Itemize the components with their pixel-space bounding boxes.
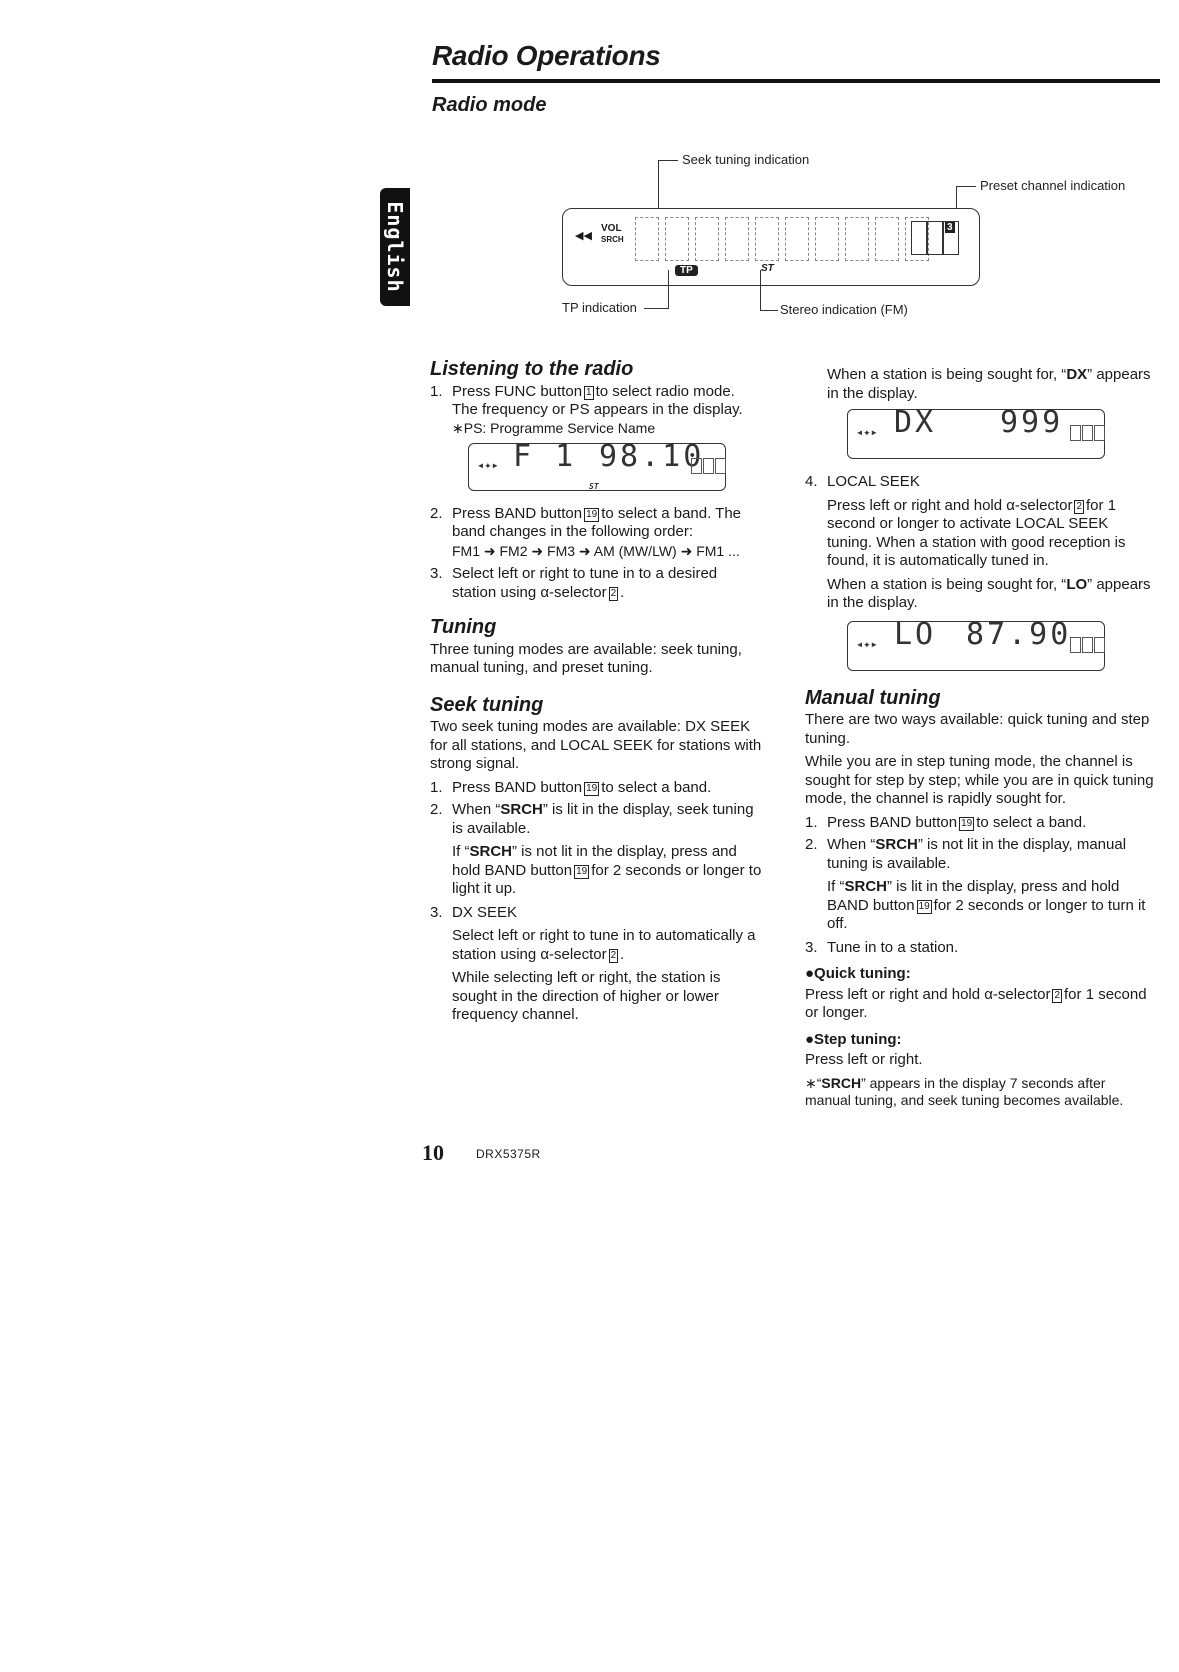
list-item: 1. Press FUNC button 1 to select radio mode. The frequency or PS appears in the display. <box>430 382 743 418</box>
srch-footnote: ∗“SRCH” appears in the display 7 seconds after manual tuning, and seek tuning becomes available. <box>805 1074 1124 1108</box>
tp-leader <box>644 308 668 309</box>
right-column <box>805 366 1155 1114</box>
vol-label: VOL <box>601 223 622 234</box>
dx-seek-direction: While selecting left or right, the station is sought in the direction of higher or lower frequency channel. <box>452 969 721 1023</box>
list-item: 3. Select left or right to tune in to a desired station using α-selector 2 . <box>430 565 718 601</box>
list-item: 4. LOCAL SEEK <box>805 473 920 490</box>
language-tab-label: English <box>383 201 407 293</box>
preset-leader <box>956 186 976 187</box>
step-tuning-heading: ●Step tuning: <box>805 1030 902 1048</box>
button-number-badge: 2 <box>1076 500 1083 512</box>
step-tuning-text: Press left or right. <box>805 1051 923 1068</box>
lo-appears-text: When a station is being sought for, “LO” appears in the display. <box>827 575 1151 611</box>
lcd-band-text: F 1 <box>513 438 577 474</box>
button-number-badge: 19 <box>586 508 598 520</box>
seek-arrows-icon: ◀◀ <box>575 230 592 242</box>
srch-label: SRCH <box>601 235 624 244</box>
display-diagram <box>560 140 1160 320</box>
segment-grid <box>635 217 929 261</box>
section-subtitle: Radio mode <box>432 94 547 116</box>
seek-leader <box>658 160 678 161</box>
tp-badge: TP <box>675 265 698 276</box>
button-number-badge: 19 <box>961 817 973 829</box>
lcd-lo <box>847 616 1105 671</box>
lcd-seek-icon: ◂✦▸ <box>477 457 499 472</box>
list-item: 1. Press BAND button 19 to select a band. <box>805 813 1087 831</box>
page-title: Radio Operations <box>432 40 661 71</box>
seek-srch-note: If “SRCH” is not lit in the display, press and hold BAND button 19 for 2 seconds or longer to light it up. <box>452 843 762 897</box>
preset-grid-icon <box>691 458 727 474</box>
preset-digit: 3 <box>947 222 953 233</box>
left-column <box>430 360 764 1030</box>
lcd-band-text: LO <box>894 616 937 652</box>
listening-heading: Listening to the radio <box>430 358 634 380</box>
seek-label: Seek tuning indication <box>682 152 810 167</box>
seek-heading: Seek tuning <box>430 693 544 716</box>
language-tab <box>380 188 410 306</box>
quick-tuning-heading: ●Quick tuning: <box>805 965 911 982</box>
lcd-fm1 <box>468 438 726 491</box>
lcd-frequency-text: 999 <box>1000 405 1064 440</box>
dx-appears-text: When a station is being sought for, “DX” appears in the display. <box>827 366 1151 402</box>
preset-channel-box <box>911 221 959 255</box>
dx-seek-text: Select left or right to tune in to automatically a station using α-selector 2 . <box>452 927 756 963</box>
button-number-badge: 1 <box>586 386 592 398</box>
list-item: 1. Press BAND button 19 to select a band. <box>430 778 712 796</box>
list-item: 3. Tune in to a station. <box>805 938 959 956</box>
tuning-text: Three tuning modes are available: seek tuning, manual tuning, and preset tuning. <box>430 640 742 676</box>
ps-note: ∗PS: Programme Service Name <box>452 419 656 436</box>
full-display <box>562 208 980 286</box>
button-number-badge: 2 <box>610 949 617 961</box>
manual-text-1: There are two ways available: quick tuning and step tuning. <box>805 711 1150 747</box>
list-item: 2. When “SRCH” is not lit in the display, manual tuning is available. <box>805 836 1127 872</box>
lcd-seek-icon: ◂✦▸ <box>856 636 878 651</box>
lcd-st-badge: ST <box>589 481 599 491</box>
stereo-leader <box>760 310 778 311</box>
list-item: 2. When “SRCH” is lit in the display, seek tuning is available. <box>430 801 754 837</box>
list-item: 2. Press BAND button 19 to select a band. The band changes in the following order: <box>430 504 742 540</box>
preset-label: Preset channel indication <box>980 178 1126 193</box>
page-number: 10 <box>422 1140 444 1165</box>
stereo-label: Stereo indication (FM) <box>780 302 908 317</box>
tp-label: TP indication <box>562 300 637 315</box>
manual-text-2: While you are in step tuning mode, the channel is sought for step by step; while you are in quick tuning mode, the channel is rapidly sought for. <box>805 753 1154 807</box>
stereo-leader-v <box>760 270 761 311</box>
button-number-badge: 19 <box>586 782 598 794</box>
lcd-frequency-text: 98.10 <box>599 438 705 474</box>
list-item: 3. DX SEEK <box>430 903 518 921</box>
band-order: FM1 ➜ FM2 ➜ FM3 ➜ AM (MW/LW) ➜ FM1 ... <box>452 542 740 559</box>
manual-srch-note: If “SRCH” is lit in the display, press and hold BAND button 19 for 2 seconds or longer to turn it off. <box>827 878 1146 932</box>
tp-leader-v <box>668 270 669 309</box>
quick-tuning-text: Press left or right and hold α-selector 2 for 1 second or longer. <box>805 985 1147 1021</box>
button-number-badge: 2 <box>610 587 617 599</box>
seek-text: Two seek tuning modes are available: DX SEEK for all stations, and LOCAL SEEK for stations with strong signal. <box>430 718 762 772</box>
st-badge: ST <box>761 263 774 274</box>
preset-grid-icon <box>1070 425 1106 441</box>
lcd-frequency-text: 87.90 <box>966 616 1072 652</box>
lcd-band-text: DX <box>894 405 937 440</box>
lcd-seek-icon: ◂✦▸ <box>856 425 878 439</box>
local-seek-text: Press left or right and hold α-selector 2 for 1 second or longer to activate LOCAL SEEK tuning. When a station with good reception is found, it is automatically tuned in. <box>827 496 1126 569</box>
model-number: DRX5375R <box>476 1147 541 1161</box>
button-number-badge: 19 <box>918 900 930 912</box>
lcd-dx <box>847 405 1105 459</box>
button-number-badge: 2 <box>1054 989 1061 1001</box>
title-rule <box>432 79 1160 83</box>
tuning-heading: Tuning <box>430 616 497 638</box>
preset-grid-icon <box>1070 637 1106 653</box>
button-number-badge: 19 <box>576 865 588 877</box>
manual-heading: Manual tuning <box>805 686 941 709</box>
